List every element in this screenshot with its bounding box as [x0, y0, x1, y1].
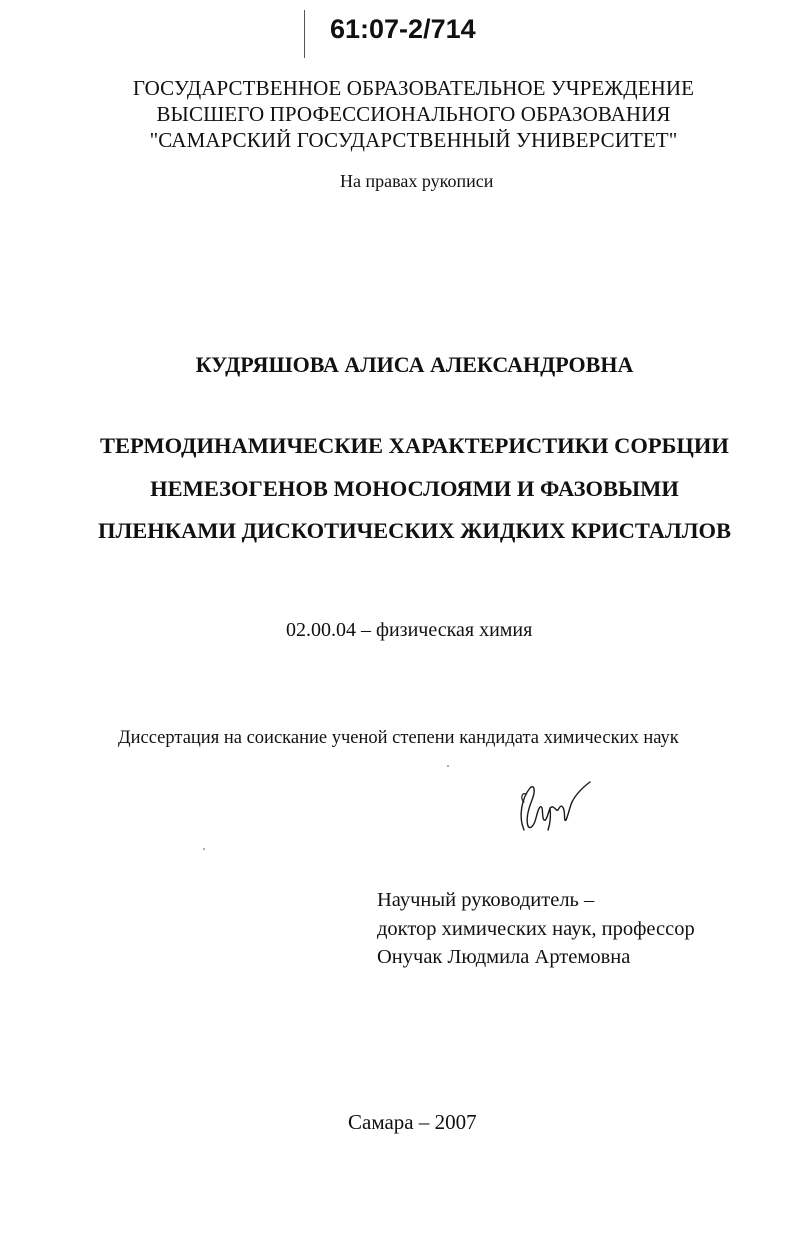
thesis-title-line-2: НЕМЕЗОГЕНОВ МОНОСЛОЯМИ И ФАЗОВЫМИ: [150, 476, 679, 501]
supervisor-credentials: доктор химических наук, профессор: [377, 918, 695, 940]
scan-speck: [203, 848, 205, 850]
organization-line-3: "САМАРСКИЙ ГОСУДАРСТВЕННЫЙ УНИВЕРСИТЕТ": [149, 128, 678, 152]
thesis-title-line-3: ПЛЕНКАМИ ДИСКОТИЧЕСКИХ ЖИДКИХ КРИСТАЛЛОВ: [97, 518, 732, 543]
handwritten-signature: [512, 776, 592, 836]
scan-edge-mark: [304, 10, 305, 58]
supervisor-role: Научный руководитель –: [377, 889, 595, 911]
degree-statement: Диссертация на соискание ученой степени кандидата химических наук: [118, 728, 679, 748]
library-shelf-code: 61:07-2/714: [330, 14, 476, 44]
organization-line-2: ВЫСШЕГО ПРОФЕССИОНАЛЬНОГО ОБРАЗОВАНИЯ: [156, 102, 671, 126]
specialty-code: 02.00.04 – физическая химия: [286, 619, 533, 641]
city-and-year: Самара – 2007: [348, 1110, 477, 1134]
supervisor-name: Онучак Людмила Артемовна: [377, 946, 631, 968]
author-name: КУДРЯШОВА АЛИСА АЛЕКСАНДРОВНА: [195, 352, 634, 377]
manuscript-rights-note: На правах рукописи: [340, 171, 494, 191]
thesis-title-line-1: ТЕРМОДИНАМИЧЕСКИЕ ХАРАКТЕРИСТИКИ СОРБЦИИ: [100, 433, 729, 458]
scan-speck: [447, 765, 449, 767]
organization-line-1: ГОСУДАРСТВЕННОЕ ОБРАЗОВАТЕЛЬНОЕ УЧРЕЖДЕНИЕ: [132, 76, 695, 100]
